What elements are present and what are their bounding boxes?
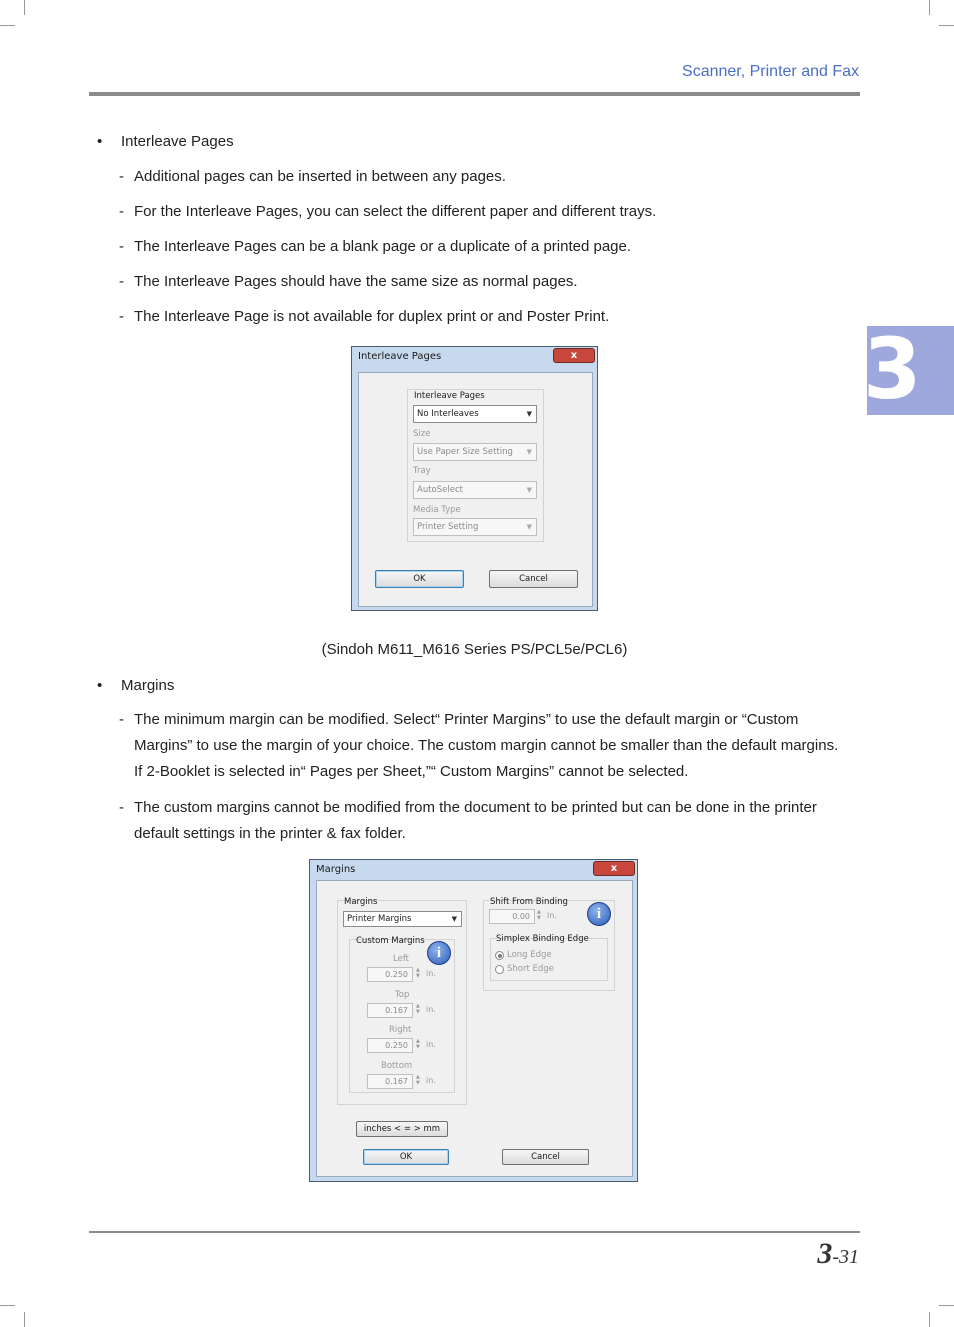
margins-dialog <box>309 859 638 1182</box>
dialog-title: Interleave Pages <box>358 351 442 362</box>
dialog-body <box>358 372 593 607</box>
right-input[interactable]: 0.250 <box>367 1038 413 1053</box>
bullet-dot: • <box>97 677 103 694</box>
short-edge-radio[interactable] <box>495 965 504 974</box>
list-item-text: The Interleave Pages should have the same size as normal pages. <box>134 273 578 290</box>
list-item-text: The custom margins cannot be modified from the document to be printed but can be done in the printer default settings in the printer & fax folder. <box>134 799 817 842</box>
chevron-down-icon: ▼ <box>526 523 532 531</box>
crop-mark <box>939 25 954 26</box>
cancel-button[interactable]: Cancel <box>489 570 578 588</box>
select-value: Printer Setting <box>417 522 479 532</box>
header-rule <box>89 92 860 96</box>
page-index: -31 <box>832 1246 859 1268</box>
tray-label: Tray <box>413 466 431 476</box>
info-icon[interactable]: i <box>427 941 451 965</box>
right-label: Right <box>389 1025 412 1035</box>
top-input[interactable]: 0.167 <box>367 1003 413 1018</box>
bottom-label: Bottom <box>381 1061 413 1071</box>
interleave-pages-dialog <box>351 346 598 611</box>
page-chapter: 3 <box>817 1237 833 1270</box>
media-type-label: Media Type <box>413 505 461 515</box>
footer-rule <box>89 1231 860 1233</box>
crop-mark <box>24 0 25 15</box>
list-item: - The custom margins cannot be modified from the document to be printed but can be done in the printer default settings in the printer & fax folder. <box>119 795 846 847</box>
close-icon[interactable]: x <box>593 861 635 876</box>
units-convert-button[interactable]: inches < = > mm <box>356 1121 448 1137</box>
chapter-number: 3 <box>863 320 922 418</box>
cancel-button[interactable]: Cancel <box>502 1149 589 1165</box>
chevron-down-icon: ▼ <box>526 410 532 418</box>
close-icon[interactable]: x <box>553 348 595 363</box>
size-select[interactable] <box>413 443 537 461</box>
list-item-text: The Interleave Pages can be a blank page or a duplicate of a printed page. <box>134 238 632 255</box>
simplex-binding-label: Simplex Binding Edge <box>496 934 589 944</box>
spin-arrows[interactable]: ▲ ▼ <box>416 1074 420 1086</box>
list-item-text: The minimum margin can be modified. Select“ Printer Margins” to use the default margin or “Custom Margins” to use the margin of your choice. The custom margin cannot be smaller than the default margins. If 2-Booklet is selected in“ Pages per Sheet,”“ Custom Margins” cannot be selected. <box>134 711 839 780</box>
dialog-body <box>316 880 633 1177</box>
unit-label: in. <box>426 969 436 978</box>
margins-label: Margins <box>344 897 378 907</box>
list-item: - For the Interleave Pages, you can select the different paper and different trays. <box>119 199 846 225</box>
shift-from-binding-label: Shift From Binding <box>490 897 568 907</box>
tray-select[interactable] <box>413 481 537 499</box>
list-item: - Additional pages can be inserted in between any pages. <box>119 164 846 190</box>
crop-mark <box>939 1305 954 1306</box>
top-label: Top <box>395 990 410 1000</box>
bullet-margins <box>97 677 174 694</box>
unit-label: in. <box>426 1040 436 1049</box>
list-item: - The Interleave Pages can be a blank page or a duplicate of a printed page. <box>119 234 846 260</box>
size-label: Size <box>413 429 431 439</box>
short-edge-label: Short Edge <box>507 964 554 974</box>
shift-input[interactable]: 0.00 <box>489 909 535 924</box>
select-value: Use Paper Size Setting <box>417 447 513 457</box>
figure-caption: (Sindoh M611_M616 Series PS/PCL5e/PCL6) <box>321 641 628 658</box>
margins-select[interactable] <box>343 911 462 927</box>
chapter-tab <box>863 320 954 418</box>
bullet-label: Interleave Pages <box>121 133 234 150</box>
section-header: Scanner, Printer and Fax <box>682 63 859 80</box>
page-number <box>817 1237 859 1271</box>
spin-arrows[interactable]: ▲ ▼ <box>537 909 541 921</box>
media-type-select[interactable] <box>413 518 537 536</box>
custom-margins-label: Custom Margins <box>356 936 425 946</box>
interleave-select[interactable] <box>413 405 537 423</box>
list-item-text: The Interleave Page is not available for duplex print or and Poster Print. <box>134 308 610 325</box>
select-value: Printer Margins <box>347 914 412 924</box>
spin-arrows[interactable]: ▲ ▼ <box>416 967 420 979</box>
unit-label: in. <box>426 1005 436 1014</box>
bullet-dot: • <box>97 133 103 150</box>
unit-label: in. <box>547 911 557 920</box>
crop-mark <box>0 1305 15 1306</box>
crop-mark <box>0 25 15 26</box>
bottom-input[interactable]: 0.167 <box>367 1074 413 1089</box>
left-label: Left <box>393 954 409 964</box>
ok-button[interactable]: OK <box>363 1149 449 1165</box>
list-item: - The minimum margin can be modified. Select“ Printer Margins” to use the default margin or “Custom Margins” to use the margin of your choice. The custom margin cannot be smaller than the default margins. If 2-Booklet is selected in“ Pages per Sheet,”“ Custom Margins” cannot be selected. <box>119 707 846 785</box>
left-input[interactable]: 0.250 <box>367 967 413 982</box>
chevron-down-icon: ▼ <box>526 486 532 494</box>
long-edge-label: Long Edge <box>507 950 552 960</box>
dialog-title: Margins <box>316 864 356 875</box>
list-item-text: Additional pages can be inserted in between any pages. <box>134 168 506 185</box>
crop-mark <box>929 1312 930 1327</box>
list-item: - The Interleave Pages should have the same size as normal pages. <box>119 269 846 295</box>
list-item: - The Interleave Page is not available for duplex print or and Poster Print. <box>119 304 846 330</box>
list-item-text: For the Interleave Pages, you can select the different paper and different trays. <box>134 203 657 220</box>
info-icon[interactable]: i <box>587 902 611 926</box>
chevron-down-icon: ▼ <box>526 448 532 456</box>
ok-button[interactable]: OK <box>375 570 464 588</box>
select-value: AutoSelect <box>417 485 463 495</box>
crop-mark <box>24 1312 25 1327</box>
select-value: No Interleaves <box>417 409 479 419</box>
spin-arrows[interactable]: ▲ ▼ <box>416 1038 420 1050</box>
long-edge-radio[interactable] <box>495 951 504 960</box>
interleave-label: Interleave Pages <box>414 391 485 401</box>
bullet-interleave <box>97 133 234 150</box>
crop-mark <box>929 0 930 15</box>
bullet-label: Margins <box>121 677 175 694</box>
unit-label: in. <box>426 1076 436 1085</box>
spin-arrows[interactable]: ▲ ▼ <box>416 1003 420 1015</box>
chevron-down-icon: ▼ <box>451 915 457 923</box>
